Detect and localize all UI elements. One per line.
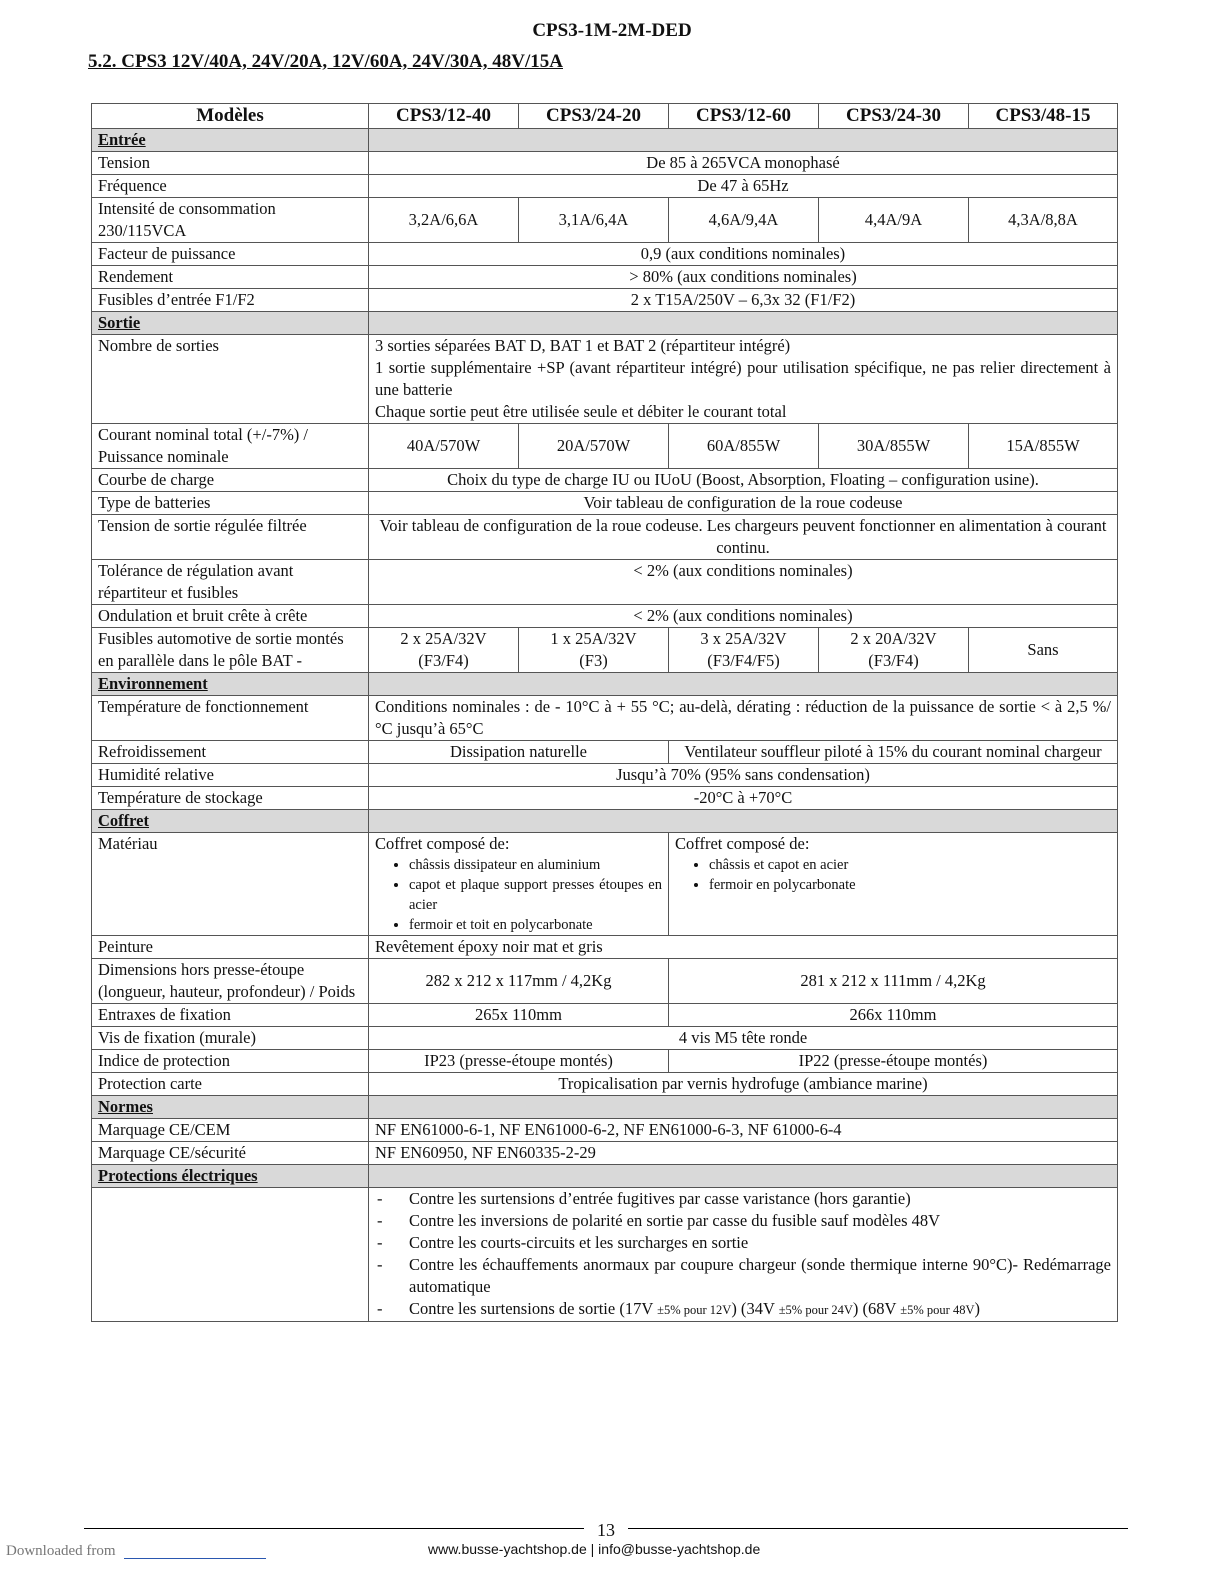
row-label: Intensité de consommation 230/115VCA [92, 198, 369, 243]
spec-row [92, 175, 1118, 198]
spec-row [92, 1004, 1118, 1027]
row-label: Courbe de charge [92, 469, 369, 492]
list-item: - Contre les surtensions d’entrée fugitives par casse varistance (hors garantie) [375, 1188, 1111, 1210]
spec-row [92, 1188, 1118, 1322]
spec-row [92, 152, 1118, 175]
row-value: Revêtement époxy noir mat et gris [369, 936, 1118, 959]
header-model: CPS3/24-30 [819, 104, 969, 129]
header-model: CPS3/48-15 [969, 104, 1118, 129]
row-value: 266x 110mm [669, 1004, 1118, 1027]
spec-row [92, 1050, 1118, 1073]
row-value: 15A/855W [969, 424, 1118, 469]
list-item: • fermoir en polycarbonate [709, 875, 1111, 895]
row-value: Coffret composé de: • châssis dissipateur en aluminium • capot et plaque support presses étoupes en acier • fermoir et toit en polycarbonate [369, 833, 669, 936]
spec-row [92, 628, 1118, 673]
row-label: Peinture [92, 936, 369, 959]
row-label: Entraxes de fixation [92, 1004, 369, 1027]
row-value: Tropicalisation par vernis hydrofuge (ambiance marine) [369, 1073, 1118, 1096]
spec-row [92, 289, 1118, 312]
row-label: Rendement [92, 266, 369, 289]
spec-row [92, 266, 1118, 289]
material-list [675, 855, 1111, 895]
spec-row [92, 1073, 1118, 1096]
row-value: NF EN60950, NF EN60335-2-29 [369, 1142, 1118, 1165]
row-label: Refroidissement [92, 741, 369, 764]
header-model: CPS3/12-40 [369, 104, 519, 129]
spec-row [92, 1142, 1118, 1165]
spec-row [92, 198, 1118, 243]
spec-row [92, 515, 1118, 560]
row-label: Fusibles automotive de sortie montés en parallèle dans le pôle BAT - [92, 628, 369, 673]
spec-row [92, 741, 1118, 764]
row-value: 30A/855W [819, 424, 969, 469]
row-label: Marquage CE/sécurité [92, 1142, 369, 1165]
row-value: 60A/855W [669, 424, 819, 469]
row-value: Voir tableau de configuration de la roue codeuse [369, 492, 1118, 515]
list-item: • capot et plaque support presses étoupes en acier [409, 875, 662, 915]
spec-row [92, 424, 1118, 469]
row-value: 265x 110mm [369, 1004, 669, 1027]
row-label: Tolérance de régulation avant répartiteur et fusibles [92, 560, 369, 605]
group-row-protections [92, 1165, 1118, 1188]
row-value: < 2% (aux conditions nominales) [369, 605, 1118, 628]
row-value: < 2% (aux conditions nominales) [369, 560, 1118, 605]
spec-row [92, 605, 1118, 628]
list-item: • châssis et capot en acier [709, 855, 1111, 875]
spec-row [92, 469, 1118, 492]
row-value: > 80% (aux conditions nominales) [369, 266, 1118, 289]
row-value: 282 x 212 x 117mm / 4,2Kg [369, 959, 669, 1004]
row-value: 4,3A/8,8A [969, 198, 1118, 243]
row-value: De 47 à 65Hz [369, 175, 1118, 198]
row-label: Tension [92, 152, 369, 175]
protection-list [375, 1188, 1111, 1321]
row-value: 2 x T15A/250V – 6,3x 32 (F1/F2) [369, 289, 1118, 312]
row-value: 4,6A/9,4A [669, 198, 819, 243]
spec-row [92, 243, 1118, 266]
spec-table [91, 103, 1118, 1322]
spec-row [92, 787, 1118, 810]
row-label: Humidité relative [92, 764, 369, 787]
group-row-environnement [92, 673, 1118, 696]
list-item: - Contre les inversions de polarité en sortie par casse du fusible sauf modèles 48V [375, 1210, 1111, 1232]
row-label: Type de batteries [92, 492, 369, 515]
row-value: 281 x 212 x 111mm / 4,2Kg [669, 959, 1118, 1004]
row-value: Dissipation naturelle [369, 741, 669, 764]
row-value [369, 1188, 1118, 1322]
row-value: 40A/570W [369, 424, 519, 469]
footer-divider [628, 1528, 1128, 1529]
row-value: -20°C à +70°C [369, 787, 1118, 810]
row-value: IP23 (presse-étoupe montés) [369, 1050, 669, 1073]
row-value: Choix du type de charge IU ou IUoU (Boost, Absorption, Floating – configuration usine). [369, 469, 1118, 492]
group-row-entree [92, 129, 1118, 152]
list-item: • châssis dissipateur en aluminium [409, 855, 662, 875]
spec-row [92, 959, 1118, 1004]
row-value: De 85 à 265VCA monophasé [369, 152, 1118, 175]
row-label: Nombre de sorties [92, 335, 369, 424]
list-item: • fermoir et toit en polycarbonate [409, 915, 662, 935]
row-value: 1 x 25A/32V (F3) [519, 628, 669, 673]
row-value: 3,1A/6,4A [519, 198, 669, 243]
row-value: 4 vis M5 tête ronde [369, 1027, 1118, 1050]
group-row-normes [92, 1096, 1118, 1119]
spec-row [92, 833, 1118, 936]
spec-row [92, 335, 1118, 424]
list-item: - Contre les surtensions de sortie (17V ±5% pour 12V) (34V ±5% pour 24V) (68V ±5% pour 48V) [375, 1298, 1111, 1321]
row-label: Indice de protection [92, 1050, 369, 1073]
spec-row [92, 492, 1118, 515]
row-label: Température de stockage [92, 787, 369, 810]
spec-row [92, 764, 1118, 787]
row-value: 3 x 25A/32V (F3/F4/F5) [669, 628, 819, 673]
group-label: Protections électriques [92, 1165, 369, 1188]
header-model: CPS3/24-20 [519, 104, 669, 129]
row-value: Ventilateur souffleur piloté à 15% du courant nominal chargeur [669, 741, 1118, 764]
row-value: 2 x 20A/32V (F3/F4) [819, 628, 969, 673]
row-value: Voir tableau de configuration de la roue codeuse. Les chargeurs peuvent fonctionner en alimentation à courant continu. [369, 515, 1118, 560]
row-label: Ondulation et bruit crête à crête [92, 605, 369, 628]
row-label: Marquage CE/CEM [92, 1119, 369, 1142]
group-row-sortie [92, 312, 1118, 335]
downloaded-from-label: Downloaded from [6, 1543, 116, 1559]
footer-divider [84, 1528, 584, 1529]
row-value: 4,4A/9A [819, 198, 969, 243]
row-value: Coffret composé de: • châssis et capot en acier • fermoir en polycarbonate [669, 833, 1118, 936]
section-title: 5.2. CPS3 12V/40A, 24V/20A, 12V/60A, 24V/30A, 48V/15A [88, 51, 563, 72]
row-label: Courant nominal total (+/-7%) / Puissance nominale [92, 424, 369, 469]
row-label: Tension de sortie régulée filtrée [92, 515, 369, 560]
downloaded-link[interactable] [124, 1558, 266, 1559]
row-label: Fusibles d’entrée F1/F2 [92, 289, 369, 312]
row-value: Jusqu’à 70% (95% sans condensation) [369, 764, 1118, 787]
row-value: 0,9 (aux conditions nominales) [369, 243, 1118, 266]
row-value: 3 sorties séparées BAT D, BAT 1 et BAT 2 (répartiteur intégré) 1 sortie supplémentaire +SP (avant répartiteur intégré) pour utilisation spécifique, ne pas relier directement à une batterie Chaque sortie peut être utilisée seule et débiter le courant total [369, 335, 1118, 424]
row-value: NF EN61000-6-1, NF EN61000-6-2, NF EN61000-6-3, NF 61000-6-4 [369, 1119, 1118, 1142]
row-label: Vis de fixation (murale) [92, 1027, 369, 1050]
list-item: - Contre les échauffements anormaux par coupure chargeur (sonde thermique interne 90°C)- Redémarrage automatique [375, 1254, 1111, 1298]
spec-row [92, 936, 1118, 959]
list-item: - Contre les courts-circuits et les surcharges en sortie [375, 1232, 1111, 1254]
row-value: 20A/570W [519, 424, 669, 469]
spec-row [92, 1119, 1118, 1142]
document-title: CPS3-1M-2M-DED [532, 20, 692, 41]
row-value: Conditions nominales : de - 10°C à + 55 °C; au-delà, dérating : réduction de la puissance de sortie < à 2,5 %/°C jusqu’à 65°C [369, 696, 1118, 741]
row-label: Fréquence [92, 175, 369, 198]
group-label: Coffret [92, 810, 369, 833]
row-label: Facteur de puissance [92, 243, 369, 266]
row-value: 2 x 25A/32V (F3/F4) [369, 628, 519, 673]
footer-site[interactable]: www.busse-yachtshop.de | info@busse-yachtshop.de [428, 1541, 761, 1557]
row-value: Sans [969, 628, 1118, 673]
group-row-coffret [92, 810, 1118, 833]
group-label: Environnement [92, 673, 369, 696]
row-value: 3,2A/6,6A [369, 198, 519, 243]
header-models: Modèles [92, 104, 369, 129]
row-value: IP22 (presse-étoupe montés) [669, 1050, 1118, 1073]
group-label: Normes [92, 1096, 369, 1119]
spec-row [92, 1027, 1118, 1050]
group-label: Sortie [92, 312, 369, 335]
row-label: Protection carte [92, 1073, 369, 1096]
row-label: Dimensions hors presse-étoupe (longueur, hauteur, profondeur) / Poids [92, 959, 369, 1004]
material-list [375, 855, 662, 935]
header-model: CPS3/12-60 [669, 104, 819, 129]
spec-row [92, 560, 1118, 605]
spec-row [92, 696, 1118, 741]
page-number: 13 [597, 1520, 615, 1540]
header-row [92, 104, 1118, 129]
row-label: Matériau [92, 833, 369, 936]
row-label: Température de fonctionnement [92, 696, 369, 741]
group-label: Entrée [92, 129, 369, 152]
